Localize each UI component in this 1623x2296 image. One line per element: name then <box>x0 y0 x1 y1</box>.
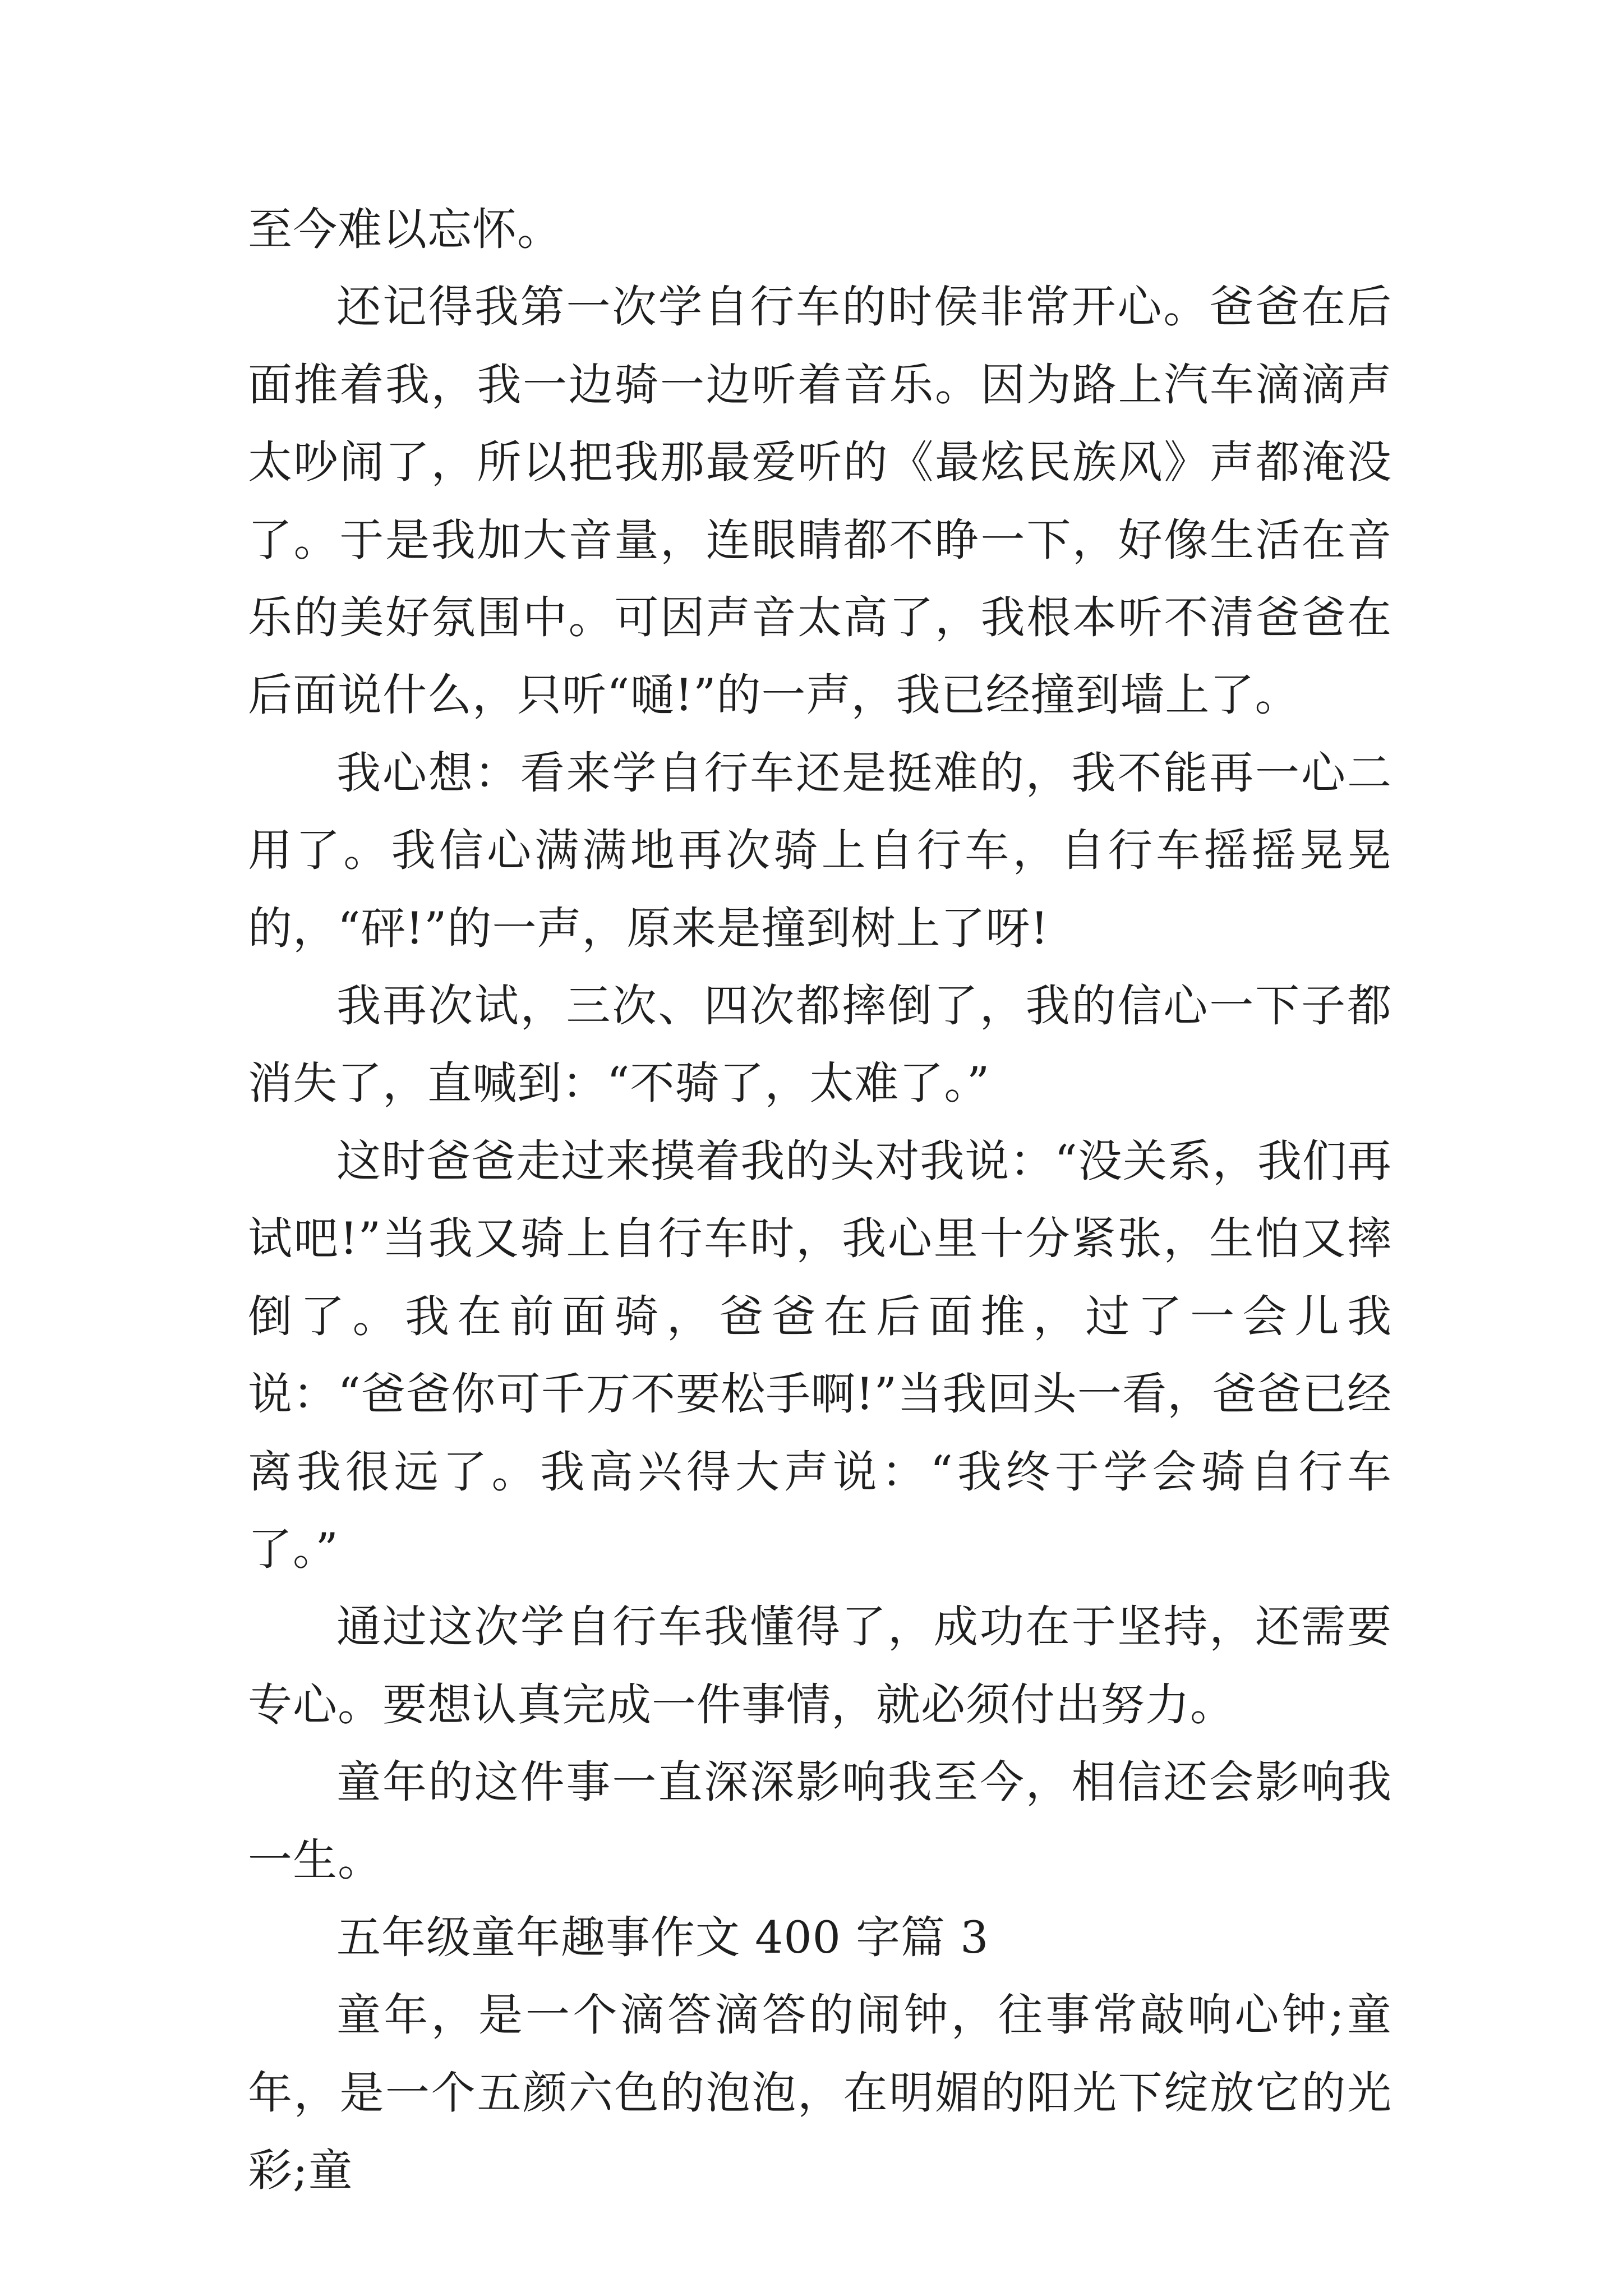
paragraph-4: 我再次试，三次、四次都摔倒了，我的信心一下子都消失了，直喊到：“不骑了，太难了。” <box>248 980 1392 1110</box>
paragraph-7: 童年的这件事一直深深影响我至今，相信还会影响我一生。 <box>248 1756 1392 1886</box>
paragraph-6: 通过这次学自行车我懂得了，成功在于坚持，还需要专心。要想认真完成一件事情，就必须付出努力。 <box>248 1601 1392 1731</box>
paragraph-5: 这时爸爸走过来摸着我的头对我说：“没关系，我们再试吧!”当我又骑上自行车时，我心里十分紧张，生怕又摔倒了。我在前面骑，爸爸在后面推，过了一会儿我说：“爸爸你可千万不要松手啊!”当我回头一看，爸爸已经离我很远了。我高兴得大声说：“我终于学会骑自行车了。” <box>248 1135 1392 1575</box>
paragraph-2: 还记得我第一次学自行车的时侯非常开心。爸爸在后面推着我，我一边骑一边听着音乐。因为路上汽车滴滴声太吵闹了，所以把我那最爱听的《最炫民族风》声都淹没了。于是我加大音量，连眼睛都不睁一下，好像生活在音乐的美好氛围中。可因声音太高了，我根本听不清爸爸在后面说什么，只听“嗵!”的一声，我已经撞到墙上了。 <box>248 281 1392 721</box>
section-heading: 五年级童年趣事作文 400 字篇 3 <box>336 1911 989 1963</box>
essay-text <box>248 191 1392 2210</box>
paragraph-1: 至今难以忘怀。 <box>248 204 562 255</box>
paragraph-8: 童年，是一个滴答滴答的闹钟，往事常敲响心钟;童年，是一个五颜六色的泡泡，在明媚的阳光下绽放它的光彩;童 <box>248 1989 1392 2197</box>
paragraph-3: 我心想：看来学自行车还是挺难的，我不能再一心二用了。我信心满满地再次骑上自行车，自行车摇摇晃晃的，“砰!”的一声，原来是撞到树上了呀! <box>248 747 1392 954</box>
